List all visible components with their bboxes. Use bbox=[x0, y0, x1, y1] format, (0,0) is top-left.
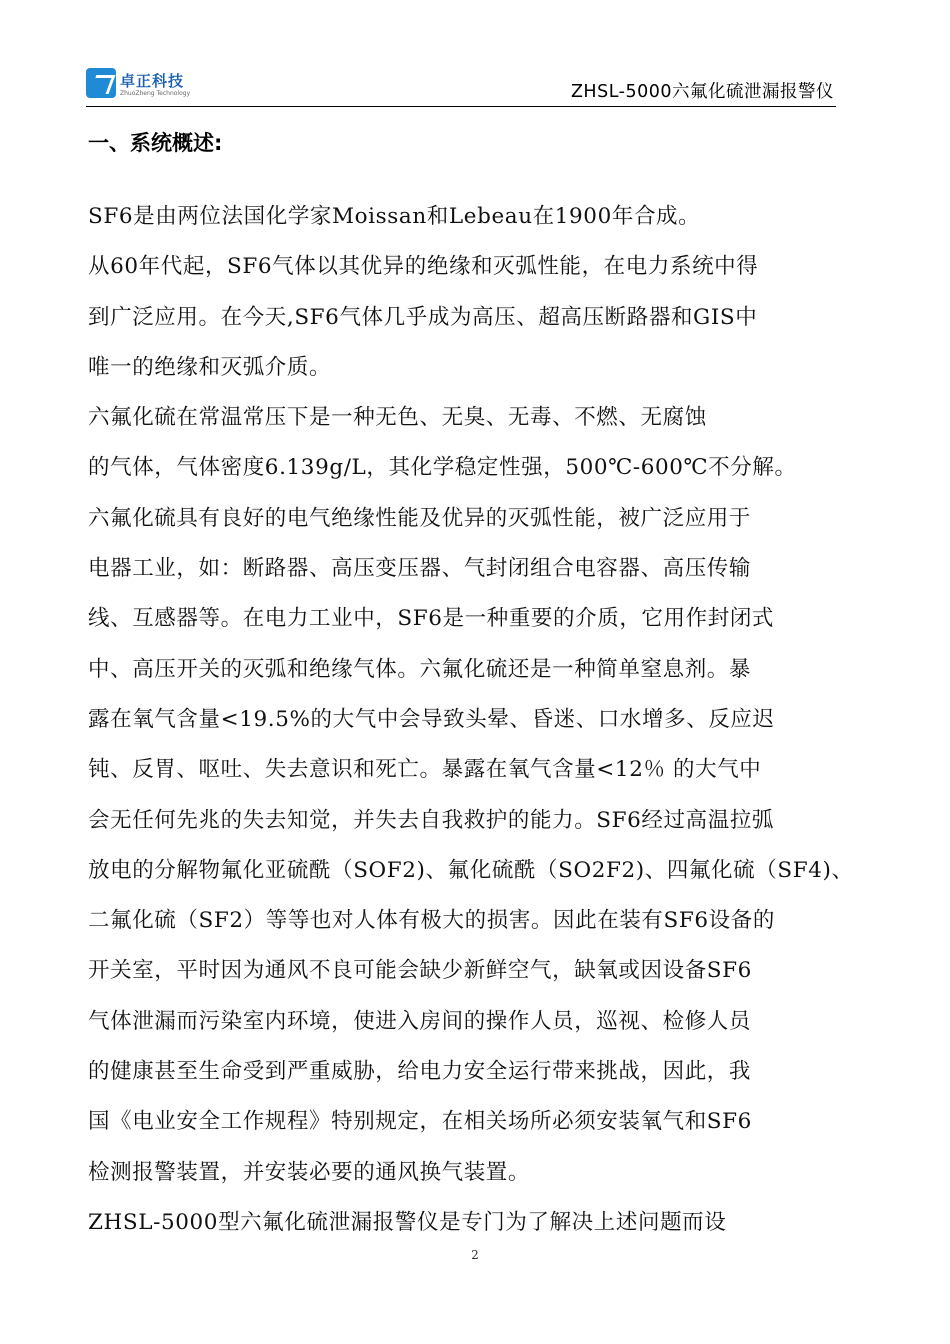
text-line: 二氟化硫（SF2）等等也对人体有极大的损害。因此在装有SF6设备的 bbox=[88, 908, 775, 934]
text-line: 的气体，气体密度6.139g/L，其化学稳定性强，500℃-600℃不分解。 bbox=[88, 455, 797, 481]
logo-z-icon bbox=[86, 68, 116, 98]
company-logo bbox=[86, 68, 191, 102]
text-line: 露在氧气含量<19.5%的大气中会导致头晕、昏迷、口水增多、反应迟 bbox=[88, 706, 775, 732]
text-line: 唯一的绝缘和灭弧介质。 bbox=[88, 354, 332, 380]
text-line: 检测报警装置，并安装必要的通风换气装置。 bbox=[88, 1159, 531, 1185]
text-line: 会无任何先兆的失去知觉，并失去自我救护的能力。SF6经过高温拉弧 bbox=[88, 807, 775, 833]
text-line: 的健康甚至生命受到严重威胁，给电力安全运行带来挑战，因此，我 bbox=[88, 1059, 752, 1085]
page-header bbox=[86, 66, 836, 107]
text-line: 国《电业安全工作规程》特别规定，在相关场所必须安装氧气和SF6 bbox=[88, 1109, 752, 1135]
text-line: 开关室，平时因为通风不良可能会缺少新鲜空气，缺氧或因设备SF6 bbox=[88, 958, 752, 984]
text-line: 气体泄漏而污染室内环境，使进入房间的操作人员，巡视、检修人员 bbox=[88, 1008, 752, 1034]
logo-name: 卓正科技 bbox=[120, 72, 185, 90]
page-number: 2 bbox=[471, 1248, 479, 1262]
text-line: 钝、反胃、呕吐、失去意识和死亡。暴露在氧气含量<12％ 的大气中 bbox=[88, 757, 762, 783]
text-line: 六氟化硫具有良好的电气绝缘性能及优异的灭弧性能，被广泛应用于 bbox=[88, 505, 752, 531]
logo-subtitle: ZhuoZheng Technology bbox=[120, 90, 191, 97]
text-line: 电器工业，如：断路器、高压变压器、气封闭组合电容器、高压传输 bbox=[88, 556, 752, 582]
text-line: 从60年代起，SF6气体以其优异的绝缘和灭弧性能，在电力系统中得 bbox=[88, 254, 759, 280]
text-line: 放电的分解物氟化亚硫酰（SOF2)、氟化硫酰（SO2F2)、四氟化硫（SF4)、 bbox=[88, 857, 854, 883]
text-line: 六氟化硫在常温常压下是一种无色、无臭、无毒、不燃、无腐蚀 bbox=[88, 405, 707, 431]
header-title: ZHSL-5000六氟化硫泄漏报警仪 bbox=[570, 82, 834, 102]
text-line: 中、高压开关的灭弧和绝缘气体。六氟化硫还是一种简单窒息剂。暴 bbox=[88, 656, 752, 682]
body-text bbox=[88, 192, 868, 1248]
text-line: SF6是由两位法国化学家Moissan和Lebeau在1900年合成。 bbox=[88, 204, 701, 229]
text-line: 线、互感器等。在电力工业中，SF6是一种重要的介质，它用作封闭式 bbox=[88, 606, 775, 632]
text-line: 到广泛应用。在今天,SF6气体几乎成为高压、超高压断路器和GIS中 bbox=[88, 304, 758, 330]
text-line: ZHSL-5000型六氟化硫泄漏报警仪是专门为了解决上述问题而设 bbox=[88, 1209, 727, 1235]
section-heading: 一、系统概述: bbox=[88, 131, 223, 155]
